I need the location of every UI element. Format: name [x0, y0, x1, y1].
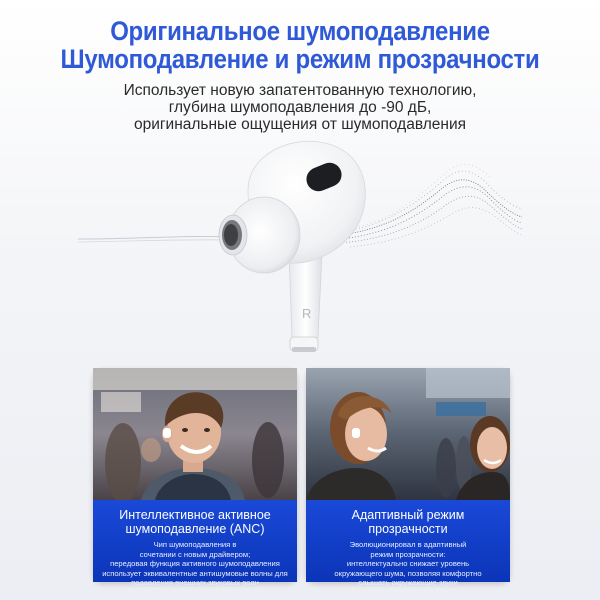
earbud-scene: [0, 135, 600, 365]
ear-tip: [219, 197, 300, 273]
card-desc-line: использует эквивалентные антишумовые волны для: [102, 568, 288, 578]
earbud-stem: [289, 253, 322, 352]
card-desc-line: передовая функция активного шумоподавления: [110, 559, 280, 569]
card-desc-line: окружающего шума, позволяя комфортно: [334, 568, 482, 578]
feature-card-transparency: [306, 368, 510, 588]
headline-line-1: Оригинальное шумоподавление: [110, 16, 490, 47]
incoming-wave-line: [78, 236, 230, 239]
card-desc-line: Чип шумоподавления в: [153, 540, 237, 549]
card-desc-line: режим прозрачности:: [370, 549, 446, 559]
subtitle-line-2: глубина шумоподавления до -90 дБ,: [168, 99, 432, 116]
card-desc-line: сочетании с новым драйвером;: [139, 549, 251, 559]
card-title-line-2: прозрачности: [368, 522, 448, 536]
headline-line-2: Шумоподавление и режим прозрачности: [60, 44, 540, 75]
photo-man-with-earbud: [93, 368, 297, 500]
card-title-line-1: Адаптивный режим: [351, 508, 465, 522]
card-title-line-2: шумоподавление (ANC): [125, 522, 265, 536]
card-title-line-1: Интеллективное активное: [119, 508, 271, 522]
photo-women-with-earbud: [306, 368, 510, 500]
card-desc-line: подавления внешних звуковых волн: [131, 578, 259, 588]
card-desc-line: интеллектуально снижает уровень: [346, 559, 470, 569]
subtitle-line-1: Использует новую запатентованную технологию,: [123, 82, 477, 99]
stem-mark-r: R: [302, 306, 312, 321]
earbud-illustration: [0, 135, 600, 365]
card-desc-line: слышать окружающие звуки: [358, 578, 458, 588]
subtitle-line-3: оригинальные ощущения от шумоподавления: [133, 116, 467, 133]
feature-card-anc: [93, 368, 297, 588]
card-desc-line: Эволюционировал в адаптивный: [349, 540, 467, 549]
noise-wave: [340, 165, 522, 247]
